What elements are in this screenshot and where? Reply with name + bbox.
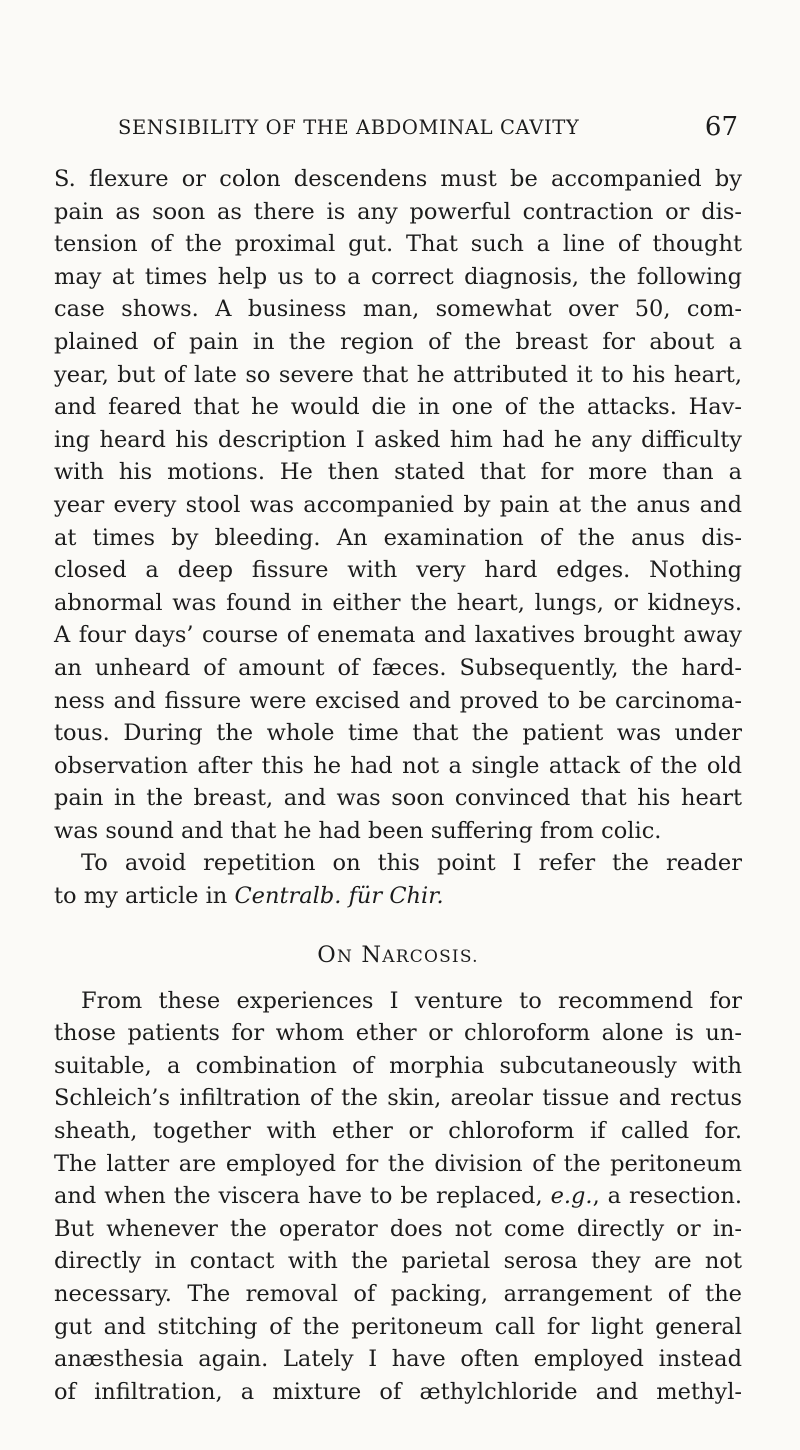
paragraph-colic-case	[54, 163, 742, 847]
text-line: directly in contact with the parietal serosa they are not	[54, 1248, 742, 1275]
text-span: , a resection.	[592, 1183, 742, 1210]
text-line: with his motions. He then stated that for more than a	[54, 459, 742, 486]
text-line: pain as soon as there is any powerful contraction or dis-	[54, 198, 742, 225]
text-span: to my article in	[54, 883, 235, 910]
text-line: ing heard his description I asked him had he any difficulty	[54, 426, 742, 453]
running-head	[118, 112, 738, 146]
text-line: sheath, together with ether or chloroform if called for.	[54, 1118, 742, 1145]
text-line: ness and fissure were excised and proved to be carcinoma-	[54, 687, 742, 714]
text-line: case shows. A business man, somewhat over 50, com-	[54, 296, 742, 323]
text-line: suitable, a combination of morphia subcutaneously with	[54, 1052, 742, 1079]
text-line: observation after this he had not a single attack of the old	[54, 752, 742, 779]
text-line: and feared that he would die in one of the attacks. Hav-	[54, 394, 742, 421]
body-text	[54, 163, 742, 1408]
text-line: necessary. The removal of packing, arrangement of the	[54, 1281, 742, 1307]
text-line: pain in the breast, and was soon convinced that his heart	[54, 785, 742, 812]
text-line: plained of pain in the region of the breast for about a	[54, 328, 742, 355]
text-line: was sound and that he had been suffering from colic.	[54, 817, 662, 844]
text-line: year, but of late so severe that he attributed it to his heart,	[54, 361, 742, 388]
text-line: S. flexure or colon descendens must be accompanied by	[54, 166, 742, 192]
abbreviation-eg: e.g.	[550, 1183, 593, 1210]
text-line: year every stool was accompanied by pain at the anus and	[54, 491, 742, 518]
heading-initial: N	[361, 941, 383, 968]
text-line: an unheard of amount of fæces. Subsequently, the hard-	[54, 654, 742, 681]
text-line: may at times help us to a correct diagnosis, the following	[54, 263, 742, 290]
text-line: The latter are employed for the division of the peritoneum	[54, 1150, 742, 1177]
text-line: A four days’ course of enemata and laxatives brought away	[54, 622, 742, 649]
text-line: From these experiences I venture to recommend for	[81, 987, 742, 1014]
page-number: 67	[704, 112, 738, 142]
text-line: of infiltration, a mixture of æthylchloride and methyl-	[54, 1378, 742, 1405]
text-line: those patients for whom ether or chloroform alone is un-	[54, 1020, 742, 1047]
text-line: tension of the proximal gut. That such a line of thought	[54, 231, 742, 258]
paragraph-reference	[54, 847, 742, 912]
text-line	[54, 1180, 742, 1213]
text-line: at times by bleeding. An examination of the anus dis-	[54, 524, 742, 551]
text-line: gut and stitching of the peritoneum call for light general	[54, 1313, 742, 1340]
text-line	[54, 880, 742, 913]
text-line: closed a deep fissure with very hard edges. Nothing	[54, 557, 742, 584]
section-heading	[54, 927, 742, 983]
heading-small-caps: N	[336, 946, 354, 967]
text-line: But whenever the operator does not come directly or in-	[54, 1215, 742, 1242]
text-line: anæsthesia again. Lately I have often employed instead	[54, 1346, 742, 1373]
heading-small-caps: ARCOSIS.	[382, 946, 479, 967]
text-line: tous. During the whole time that the patient was under	[54, 720, 742, 747]
text-line: Schleich’s infiltration of the skin, areolar tissue and rectus	[54, 1085, 742, 1112]
running-title: SENSIBILITY OF THE ABDOMINAL CAVITY	[118, 116, 580, 139]
journal-citation: Centralb. für Chir.	[234, 883, 444, 910]
heading-initial: O	[317, 941, 337, 968]
text-span: and when the viscera have to be replaced,	[54, 1183, 551, 1210]
text-line: abnormal was found in either the heart, lungs, or kidneys.	[54, 589, 742, 616]
paragraph-narcosis	[54, 985, 742, 1409]
text-line: To avoid repetition on this point I refer the reader	[81, 850, 742, 877]
